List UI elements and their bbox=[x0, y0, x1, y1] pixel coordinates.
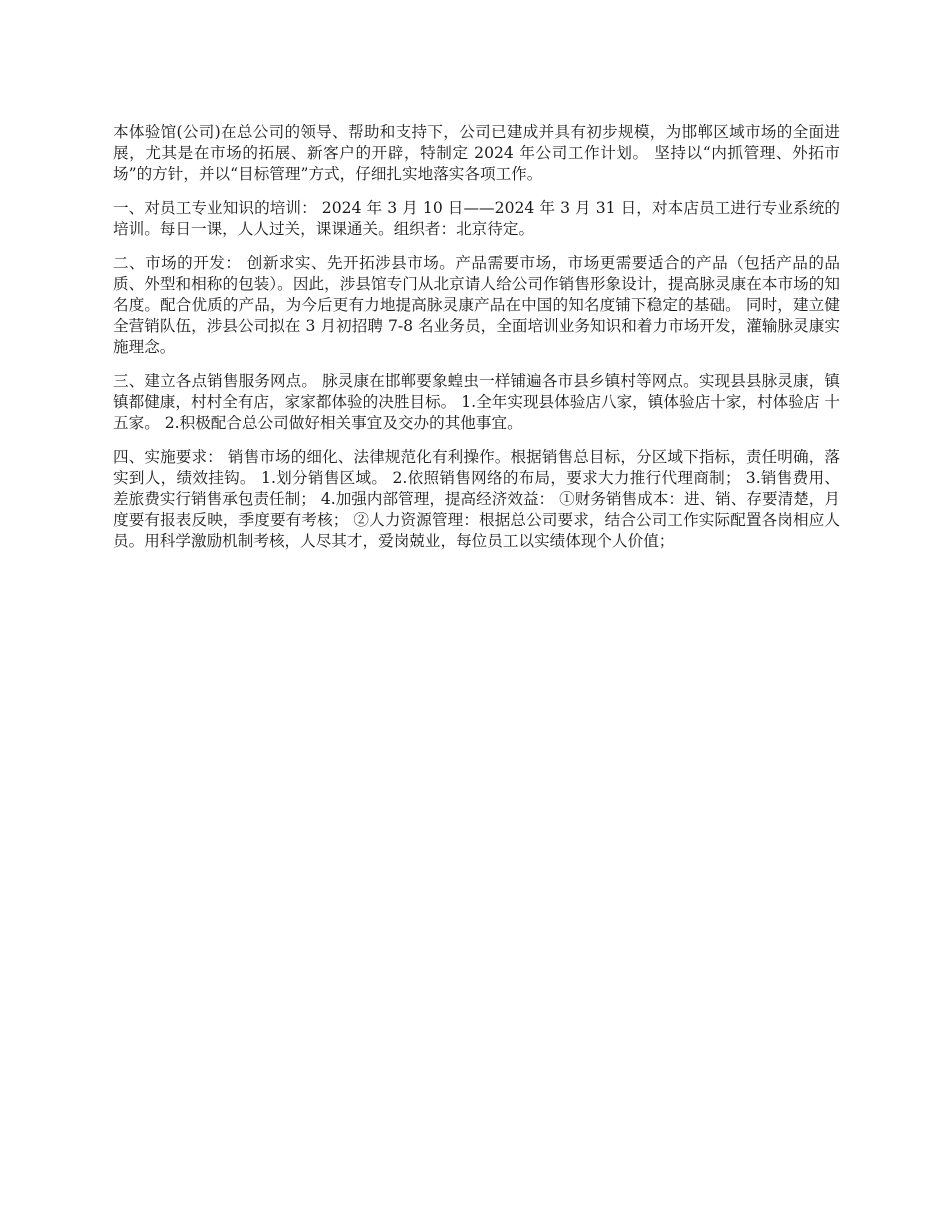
section-2-market-development: 二、市场的开发： 创新求实、先开拓涉县市场。产品需要市场，市场更需要适合的产品（包括产品的品质、外型和相称的包装）。因此，涉县馆专门从北京请人给公司作销售形象设计，提高脉灵康在本市场的知名度。配合优质的产品，为今后更有力地提高脉灵康产品在中国的知名度铺下稳定的基础。 同时，建立健全营销队伍，涉县公司拟在 3 月初招聘 7-8 名业务员，全面培训业务知识和着力市场开发，灌输脉灵康实施理念。 bbox=[113, 254, 840, 356]
section-3-sales-outlets: 三、建立各点销售服务网点。 脉灵康在邯郸要象蝗虫一样铺遍各市县乡镇村等网点。实现县县脉灵康，镇镇都健康，村村全有店，家家都体验的决胜目标。 1.全年实现县体验店八家，镇体验店十家，村体验店 十五家。 2.积极配合总公司做好相关事宜及交办的其他事宜。 bbox=[113, 372, 840, 432]
document-body bbox=[113, 122, 840, 565]
section-1-staff-training: 一、对员工专业知识的培训： 2024 年 3 月 10 日——2024 年 3 月 31 日，对本店员工进行专业系统的培训。每日一课，人人过关，课课通关。组织者：北京待定。 bbox=[113, 199, 840, 238]
intro-paragraph: 本体验馆(公司)在总公司的领导、帮助和支持下，公司已建成并具有初步规模，为邯郸区域市场的全面进展，尤其是在市场的拓展、新客户的开辟，特制定 2024 年公司工作计划。 坚持以“内抓管理、外拓市场”的方针，并以“目标管理”方式，仔细扎实地落实各项工作。 bbox=[113, 123, 840, 183]
section-4-implementation: 四、实施要求： 销售市场的细化、法律规范化有利操作。根据销售总目标，分区域下指标，责任明确，落实到人，绩效挂钩。 1.划分销售区域。 2.依照销售网络的布局，要求大力推行代理商制； 3.销售费用、差旅费实行销售承包责任制； 4.加强内部管理，提高经济效益： ①财务销售成本：进、销、存要清楚，月度要有报表反映，季度要有考核； ②人力资源管理：根据总公司要求，结合公司工作实际配置各岗相应人员。用科学激励机制考核，人尽其才，爱岗兢业，每位员工以实绩体现个人价值； bbox=[113, 448, 840, 550]
